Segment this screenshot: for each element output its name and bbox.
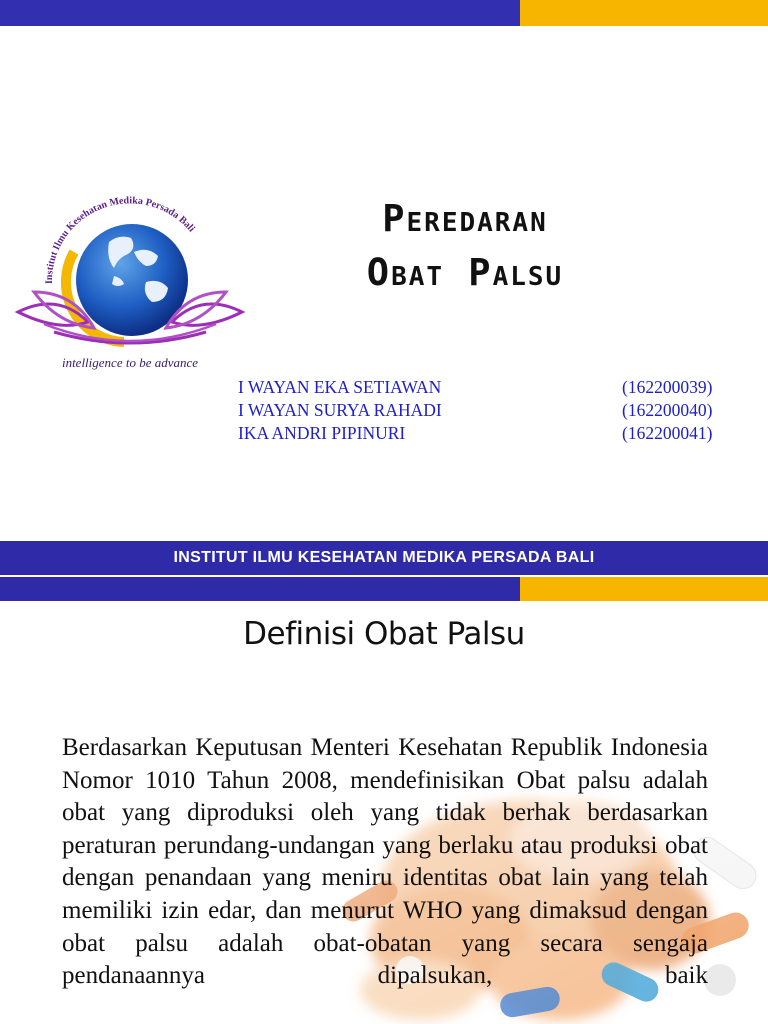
globe-lotus-logo-icon — [14, 192, 246, 372]
banner-lower-blue-segment — [0, 575, 520, 601]
author-name: I WAYAN SURYA RAHADI — [238, 400, 442, 420]
author-list — [238, 376, 738, 445]
author-name: IKA ANDRI PIPINURI — [238, 423, 406, 443]
author-row — [238, 422, 738, 445]
title-line-2: Obat Palsu — [366, 251, 564, 294]
institution-banner — [0, 541, 768, 601]
author-name: I WAYAN EKA SETIAWAN — [238, 377, 442, 397]
presentation-title — [300, 192, 630, 300]
author-student-id: (162200041) — [622, 423, 713, 443]
author-student-id: (162200040) — [622, 400, 713, 420]
institution-logo — [14, 192, 246, 372]
slide-2-title: Definisi Obat Palsu — [243, 616, 525, 652]
author-row — [238, 376, 738, 399]
author-row — [238, 399, 738, 422]
title-line-1: Peredaran — [382, 197, 548, 240]
banner-lower-yellow-segment — [520, 575, 768, 601]
author-student-id: (162200039) — [622, 377, 713, 397]
logo-ring-text: Institut Ilmu Kesehatan Medika Persada Bali — [43, 195, 197, 285]
institution-name: INSTITUT ILMU KESEHATAN MEDIKA PERSADA BALI — [173, 549, 595, 566]
logo-tagline: intelligence to be advance — [61, 355, 199, 370]
top-bar-yellow-segment — [520, 0, 768, 26]
definition-paragraph: Berdasarkan Keputusan Menteri Kesehatan Republik Indonesia Nomor 1010 Tahun 2008, mendefinisikan Obat palsu adalah obat yang diproduksi oleh yang tidak berhak berdasarkan peraturan perundang-undangan yang berlaku atau produksi obat dengan penandaan yang meniru identitas obat lain yang telah memiliki izin edar, dan menurut WHO yang dimaksud dengan obat palsu adalah obat-obatan yang secara sengaja pendanaannya dipalsukan, baik — [62, 734, 708, 990]
top-bar-blue-segment — [0, 0, 520, 26]
top-color-bar — [0, 0, 768, 26]
